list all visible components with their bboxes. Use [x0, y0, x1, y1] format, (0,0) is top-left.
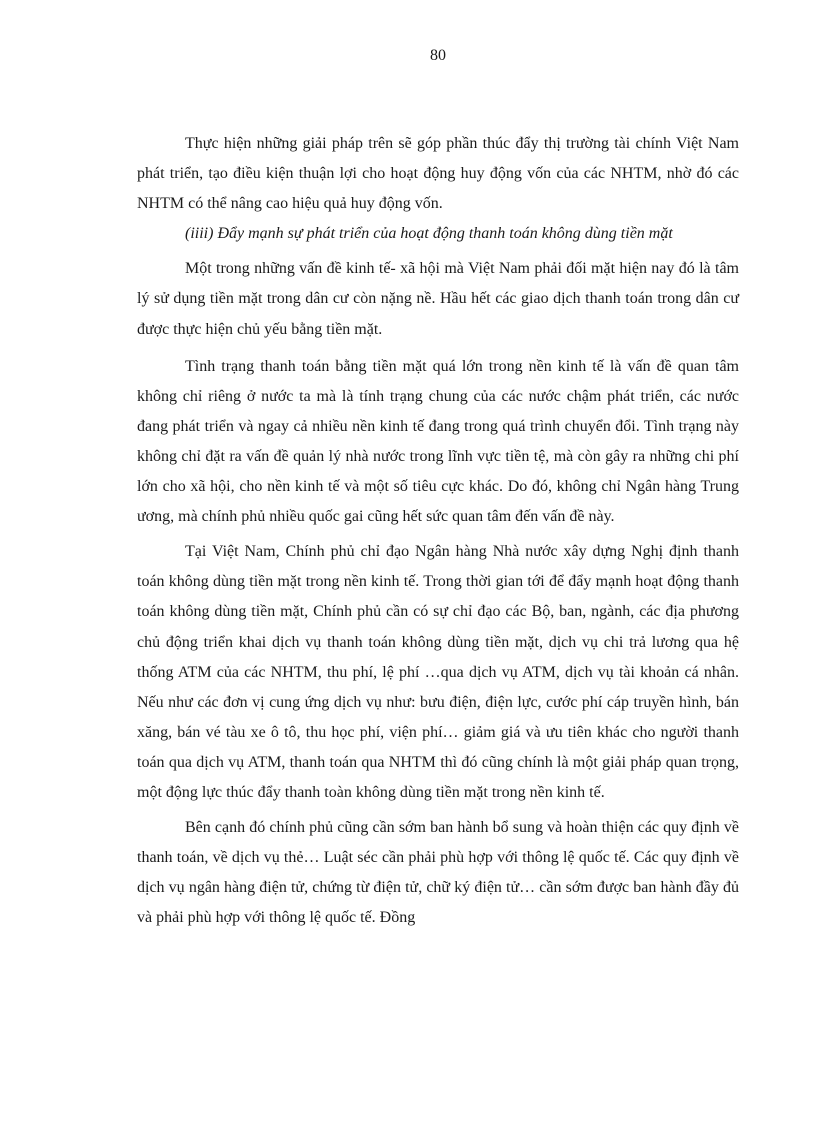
paragraph-3: Tình trạng thanh toán bằng tiền mặt quá lớn trong nền kinh tế là vấn đề quan tâm không chỉ riêng ở nước ta mà là tính trạng chung của các nước chậm phát triển, các nước đang phát triển và ngay cả nhiều nền kinh tế đang trong quá trình chuyển đổi. Tình trạng này không chỉ đặt ra vấn đề quản lý nhà nước trong lĩnh vực tiền tệ, mà còn gây ra những chi phí lớn cho xã hội, cho nền kinh tế và một số tiêu cực khác. Do đó, không chỉ Ngân hàng Trung ương, mà chính phủ nhiều quốc gai cũng hết sức quan tâm đến vấn đề này. — [137, 357, 739, 526]
document-body — [137, 129, 739, 933]
paragraph-2: Một trong những vấn đề kinh tế- xã hội mà Việt Nam phải đối mặt hiện nay đó là tâm lý sử dụng tiền mặt trong dân cư còn nặng nề. Hầu hết các giao dịch thanh toán trong dân cư được thực hiện chủ yếu bằng tiền mặt. — [137, 260, 739, 338]
page-number: 80 — [430, 47, 446, 64]
paragraph-5: Bên cạnh đó chính phủ cũng cần sớm ban hành bổ sung và hoàn thiện các quy định về thanh toán, về dịch vụ thẻ… Luật séc cần phải phù hợp với thông lệ quốc tế. Các quy định về dịch vụ ngân hàng điện tử, chứng từ điện tử, chữ ký điện tử… cần sớm được ban hành đầy đủ và phải phù hợp với thông lệ quốc tế. Đồng — [137, 819, 739, 927]
section-heading: (iiii) Đẩy mạnh sự phát triển của hoạt động thanh toán không dùng tiền mặt — [185, 225, 673, 243]
paragraph-4: Tại Việt Nam, Chính phủ chỉ đạo Ngân hàng Nhà nước xây dựng Nghị định thanh toán không dùng tiền mặt trong nền kinh tế. Trong thời gian tới để đẩy mạnh hoạt động thanh toán không dùng tiền mặt, Chính phủ cần có sự chỉ đạo các Bộ, ban, ngành, các địa phương chủ động triển khai dịch vụ thanh toán không dùng tiền mặt, dịch vụ chi trả lương qua hệ thống ATM của các NHTM, thu phí, lệ phí …qua dịch vụ ATM, dịch vụ tài khoản cá nhân. Nếu như các đơn vị cung ứng dịch vụ như: bưu điện, điện lực, cước phí cáp truyền hình, bán xăng, bán vé tàu xe ô tô, thu học phí, viện phí… giảm giá và ưu tiên khác cho người thanh toán qua dịch vụ ATM, thanh toán qua NHTM thì đó cũng chính là một giải pháp quan trọng, một động lực thúc đẩy thanh toàn không dùng tiền mặt trong nền kinh tế. — [137, 543, 739, 801]
paragraph-1: Thực hiện những giải pháp trên sẽ góp phần thúc đẩy thị trường tài chính Việt Nam phát triển, tạo điều kiện thuận lợi cho hoạt động huy động vốn của các NHTM, nhờ đó các NHTM có thể nâng cao hiệu quả huy động vốn. — [137, 135, 739, 213]
